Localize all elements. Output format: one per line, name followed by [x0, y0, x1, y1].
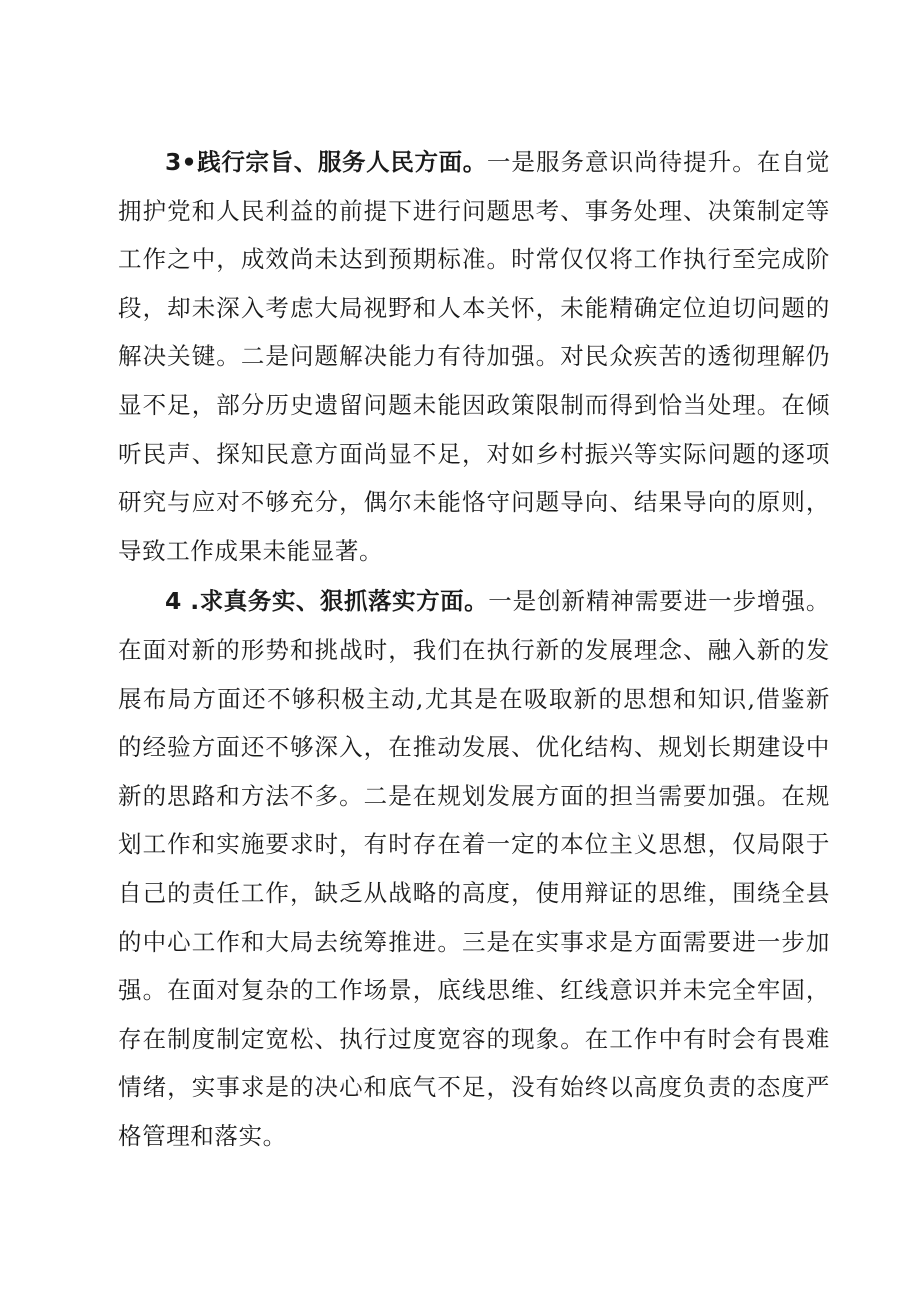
section-body-service-people: 一是服务意识尚待提升。在自觉拥护党和人民利益的前提下进行问题思考、事务处理、决策制定等工作之中，成效尚未达到预期标准。时常仅仅将工作执行至完成阶段，却未深入考虑大局视野和人本关怀，未能精确定位迫切问题的解决关键。二是问题解决能力有待加强。对民众疾苦的透彻理解仍显不足，部分历史遗留问题未能因政策限制而得到恰当处理。在倾听民声、探知民意方面尚显不足，对如乡村振兴等实际问题的逐项研究与应对不够充分，偶尔未能恪守问题导向、结果导向的原则，导致工作成果未能显著。 [118, 148, 831, 565]
section-heading-service-people: 3•践行宗旨、服务人民方面。 [165, 148, 487, 176]
paragraph-practical-implementation [118, 577, 830, 1160]
document-body [118, 138, 830, 1160]
section-heading-practical-implementation: 4 .求真务实、狠抓落实方面。 [165, 587, 489, 616]
section-body-practical-implementation: 一是创新精神需要进一步增强。在面对新的形势和挑战时，我们在执行新的发展理念、融入新的发展布局方面还不够积极主动,尤其是在吸取新的思想和知识,借鉴新的经验方面还不够深入，在推动发展、优化结构、规划长期建设中新的思路和方法不多。二是在规划发展方面的担当需要加强。在规划工作和实施要求时，有时存在着一定的本位主义思想，仅局限于自己的责任工作，缺乏从战略的高度，使用辩证的思维，围绕全县的中心工作和大局去统筹推进。三是在实事求是方面需要进一步加强。在面对复杂的工作场景，底线思维、红线意识并未完全牢固，存在制度制定宽松、执行过度宽容的现象。在工作中有时会有畏难情绪，实事求是的决心和底气不足，没有始终以高度负责的态度严格管理和落实。 [118, 587, 830, 1150]
paragraph-service-people [118, 138, 830, 575]
